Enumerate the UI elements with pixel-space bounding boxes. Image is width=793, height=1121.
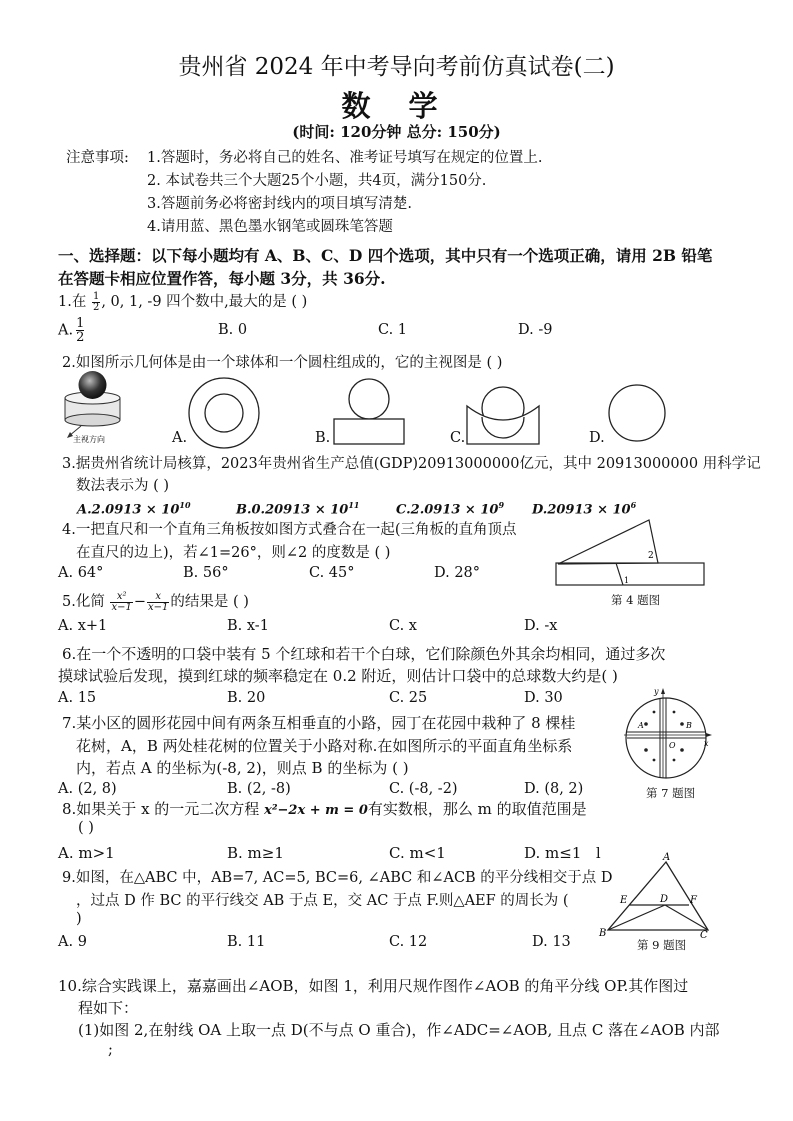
- q2-option-d-figure: [607, 383, 667, 443]
- note-item-2: 2. 本试卷共三个大题25个小题，共4页，满分150分.: [147, 173, 487, 189]
- question-6-line2: 摸球试验后发现，摸到红球的频率稳定在 0.2 附近，则估计口袋中的总球数大约是( ): [58, 667, 618, 685]
- question-1: 1.在 $\frac{1}{2}$ , 0, 1, -9 四个数中,最大的是 ( ): [58, 290, 308, 313]
- svg-text:B: B: [599, 928, 607, 939]
- q3-option-a: $A.2.0913 \times 10^{10}$: [77, 500, 191, 518]
- q9-option-a: A. 9: [58, 934, 87, 950]
- question-2: 2.如图所示几何体是由一个球体和一个圆柱组成的，它的主视图是 ( ): [62, 355, 503, 371]
- svg-text:x: x: [704, 739, 709, 748]
- svg-text:B: B: [686, 721, 692, 730]
- q9-caption: 第 9 题图: [637, 938, 687, 952]
- q9-option-c: C. 12: [389, 934, 428, 950]
- q1-option-c: C. 1: [378, 322, 408, 338]
- q2-option-d: D.: [589, 430, 605, 446]
- q3-option-c: $C.2.0913 \times 10^9$: [396, 500, 505, 518]
- q6-option-a: A. 15: [58, 690, 97, 706]
- q7-caption: 第 7 题图: [646, 786, 696, 800]
- q7-option-d: D. (8, 2): [524, 781, 584, 797]
- question-7-line2: 花树，A，B 两处桂花树的位置关于小路对称.在如图所示的平面直角坐标系: [76, 737, 573, 755]
- question-5: 5.化简 $\frac{\text{x²}}{x-1}$ − $\frac{x}{x-1}$ 的结果是 ( ): [62, 590, 249, 613]
- question-3-line1: 3.据贵州省统计局核算，2023年贵州省生产总值(GDP)20913000000亿元，其中 20913000000 用科学记: [62, 456, 761, 472]
- q5-option-a: A. x+1: [58, 618, 108, 634]
- q6-option-d: D. 30: [524, 690, 563, 706]
- q2-option-c-figure: [466, 386, 540, 448]
- subject-title: 数 学: [341, 89, 452, 123]
- q8-equation: x²−2x + m = 0: [264, 803, 368, 818]
- svg-text:F: F: [690, 895, 697, 906]
- q6-option-c: C. 25: [389, 690, 428, 706]
- time-info: (时间: 120分钟 总分: 150分): [292, 123, 501, 141]
- q9-option-d: D. 13: [532, 934, 571, 950]
- q2-option-c: C.: [450, 430, 466, 446]
- q7-option-a: A. (2, 8): [58, 781, 117, 797]
- q2-option-b-figure: [333, 378, 405, 448]
- angle-1-label: 1: [624, 576, 630, 585]
- q7-option-b: B. (2, -8): [227, 781, 291, 797]
- svg-text:E: E: [620, 895, 628, 906]
- section-heading-line2: 在答题卡相应位置作答，每小题 3分，共 36分.: [58, 269, 386, 288]
- q4-option-b: B. 56°: [183, 565, 229, 581]
- svg-text:O: O: [669, 741, 676, 750]
- q5-option-d: D. -x: [524, 618, 558, 634]
- svg-text:A: A: [663, 852, 671, 863]
- question-4-line1: 4.一把直尺和一个直角三角板按如图方式叠合在一起(三角板的直角顶点: [62, 522, 517, 538]
- note-item-4: 4.请用蓝、黑色墨水钢笔或圆珠笔答题: [147, 219, 393, 235]
- section-heading-line1: 一、选择题：以下每小题均有 A、B、C、D 四个选项，其中只有一个选项正确，请用 2B 铅笔: [58, 246, 713, 265]
- q6-option-b: B. 20: [227, 690, 266, 706]
- question-10-line1: 10.综合实践课上，嘉嘉画出∠AOB，如图 1，利用尺规作图作∠AOB 的角平分线 OP.其作图过: [58, 977, 689, 995]
- angle-2-label: 2: [648, 551, 654, 561]
- q7-option-c: C. (-8, -2): [389, 781, 458, 797]
- q4-option-c: C. 45°: [309, 565, 355, 581]
- q8-option-d: D. m≤1: [524, 844, 582, 862]
- fraction-one-half: $\frac{1}{2}$: [92, 290, 100, 313]
- question-10-line2: 程如下：: [78, 999, 139, 1017]
- svg-text:D: D: [660, 894, 669, 905]
- question-7-line1: 7.某小区的圆形花园中间有两条互相垂直的小路，园丁在花园中栽种了 8 棵桂: [62, 714, 576, 732]
- note-item-3: 3.答题前务必将密封线内的项目填写清楚.: [147, 196, 412, 212]
- q2-option-b: B.: [315, 430, 331, 446]
- question-7-line3: 内，若点 A 的坐标为(-8, 2)，则点 B 的坐标为 ( ): [76, 759, 409, 777]
- q4-figure-ruler-triangle: [556, 520, 706, 588]
- question-8-line2: ( ): [78, 820, 94, 836]
- q7-figure-garden: [624, 688, 714, 784]
- question-8: 8.如果关于 x 的一元二次方程 x²−2x + m = 0有实数根，那么 m 的取值范围是: [62, 800, 587, 818]
- q5-option-c: C. x: [389, 618, 417, 634]
- q4-option-d: D. 28°: [434, 565, 481, 581]
- q9-figure-triangle: [596, 850, 716, 941]
- q3-option-b: $B.0.20913 \times 10^{11}$: [236, 500, 360, 518]
- q5-option-b: B. x-1: [227, 618, 269, 634]
- note-item-1: 1.答题时，务必将自己的姓名、准考证号填写在规定的位置上.: [147, 150, 543, 166]
- svg-text:C: C: [700, 930, 708, 941]
- q4-caption: 第 4 题图: [611, 593, 661, 607]
- q2-option-a-figure: [187, 376, 261, 450]
- question-10-line4: ;: [108, 1042, 113, 1058]
- question-9-line1: 9.如图，在△ABC 中，AB=7, AC=5, BC=6, ∠ABC 和∠ACB 的平分线相交于点 D: [62, 870, 613, 886]
- question-6-line1: 6.在一个不透明的口袋中装有 5 个红球和若干个白球，它们除颜色外其余均相同，通过多次: [62, 645, 666, 663]
- q8-option-a: A. m>1: [58, 844, 115, 862]
- q9-option-b: B. 11: [227, 934, 266, 950]
- q8-option-b: B. m≥1: [227, 844, 284, 862]
- stray-mark: l: [596, 846, 601, 862]
- question-10-line3: (1)如图 2,在射线 OA 上取一点 D(不与点 O 重合)，作∠ADC=∠AOB, 且点 C 落在∠AOB 内部: [78, 1021, 720, 1039]
- q3-option-d: $D.20913 \times 10^6$: [532, 500, 637, 518]
- q4-option-a: A. 64°: [58, 565, 104, 581]
- q1-option-d: D. -9: [518, 322, 553, 338]
- question-9-line2: ，过点 D 作 BC 的平行线交 AB 于点 E，交 AC 于点 F.则△AEF 的周长为 (: [76, 893, 569, 909]
- q1-option-b: B. 0: [218, 322, 248, 338]
- notes-label: 注意事项:: [66, 150, 129, 166]
- question-4-line2: 在直尺的边上)，若∠1=26°，则∠2 的度数是 ( ): [76, 545, 391, 561]
- svg-text:y: y: [654, 687, 659, 696]
- question-3-line2: 数法表示为 ( ): [76, 478, 170, 494]
- q2-option-a: A.: [172, 430, 188, 446]
- svg-text:A: A: [638, 721, 644, 730]
- q1-option-a: A. $\frac{1}{2}$: [58, 316, 85, 345]
- view-direction-label: 主视方向: [73, 435, 105, 444]
- q8-option-c: C. m<1: [389, 844, 446, 862]
- question-9-line3: ): [76, 911, 82, 927]
- exam-title: 贵州省 2024 年中考导向考前仿真试卷(二): [178, 54, 615, 80]
